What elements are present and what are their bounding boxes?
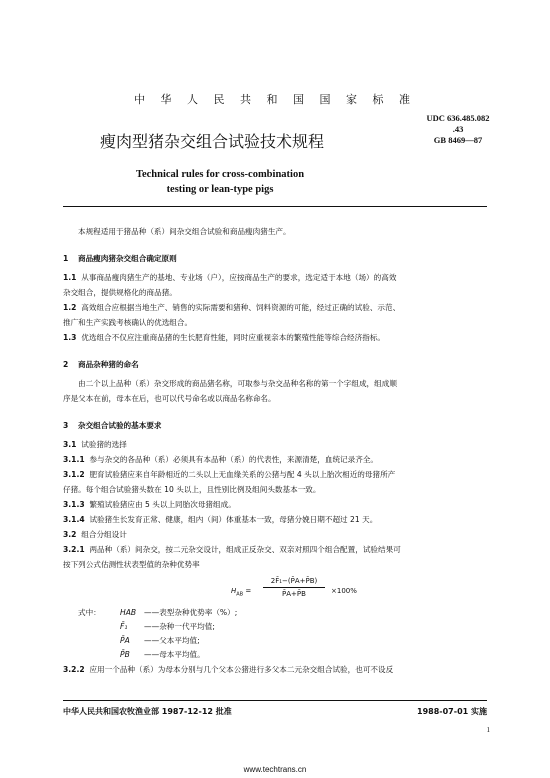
clause-3-1-2-cont: 仔猪。每个组合试验猪头数在 10 头以上，且性别比例及组间头数基本一致。	[63, 485, 321, 494]
formula-numerator: 2F̄₁−(P̄A+P̄B)	[270, 577, 318, 585]
definition-row: P̄B ——母本平均值。	[120, 650, 205, 659]
clause-1-3: 1.3 优选组合不仅应注重商品猪的生长肥育性能，同时应重视亲本的繁殖性能等综合经济指标。	[63, 333, 386, 342]
formula-lhs: $H_{AB}$ =	[231, 587, 252, 598]
document-body	[63, 224, 487, 677]
clause-1-1: 1.1 从事商品瘦肉猪生产的基地、专业场（户），应按商品生产的要求，选定适于本地（场）的高效	[63, 273, 397, 282]
definition-row: F̄₁ ——杂种一代平均值;	[120, 622, 215, 631]
formula-fraction	[263, 576, 325, 599]
clause-3-2-2: 3.2.2 应用一个品种（系）为母本分别与几个父本公猪进行多父本二元杂交组合试验，也可不设反	[63, 665, 394, 674]
heterosis-formula	[63, 574, 487, 606]
clause-3-2-1: 3.2.1 两品种（系）间杂交，按二元杂交设计，组成正反杂交、双亲对照四个组合配置，试验结果可	[63, 545, 401, 554]
formula-rhs: ×100%	[331, 587, 357, 595]
clause-3-1-2: 3.1.2 肥育试验猪应来自年龄相近的二头以上无血缘关系的公猪与配 4 头以上胎次相近的母猪所产	[63, 470, 396, 479]
udc-code-continued: .43	[452, 124, 464, 134]
title-english-line2: testing or lean-type pigs	[166, 184, 274, 195]
clause-3-2: 3.2 组合分组设计	[63, 530, 127, 539]
clause-3-2-1-cont: 按下列公式估测性状表型值的杂种优势率	[63, 560, 200, 569]
section-1-heading: 1 商品瘦肉猪杂交组合确定原则	[63, 254, 177, 263]
section-2-paragraph: 由二个以上品种（系）杂交形成的商品猪名称，可取参与杂交品种名称的第一个字组成，组成顺	[78, 379, 397, 388]
udc-code: UDC 636.485.082	[426, 113, 490, 123]
clause-1-1-cont: 杂交组合，提供规格化的商品猪。	[63, 288, 177, 297]
gb-code: GB 8469—87	[433, 135, 483, 145]
footer-rule	[63, 700, 487, 701]
section-3-heading: 3 杂交组合试验的基本要求	[63, 421, 162, 430]
clause-3-1-4: 3.1.4 试验猪生长发育正常、健康，组内（间）体重基本一致，母猪分娩日期不超过 21 天。	[63, 515, 378, 524]
section-2-heading: 2 商品杂种猪的命名	[63, 360, 139, 369]
footer	[63, 706, 487, 717]
title-english	[0, 167, 440, 197]
formula-definitions	[78, 606, 487, 662]
implementation-date: 1988-07-01 实施	[417, 707, 487, 716]
page-number: 1	[486, 726, 490, 734]
section-2-paragraph-cont: 序是父本在前，母本在后，也可以代号命名或以商品名称命名。	[63, 394, 276, 403]
approval-statement: 中华人民共和国农牧渔业部 1987-12-12 批准	[63, 707, 232, 716]
definition-row: P̄A ——父本平均值;	[120, 636, 200, 645]
clause-1-2: 1.2 高效组合应根据当地生产、销售的实际需要和猪种、饲料资源的可能，经过正确的试验、示范、	[63, 303, 401, 312]
clause-3-1: 3.1 试验猪的选择	[63, 440, 127, 449]
standard-org-heading: 中 华 人 民 共 和 国 国 家 标 准	[134, 93, 416, 106]
header-rule	[63, 206, 487, 207]
formula-denominator: P̄A+P̄B	[282, 590, 306, 598]
clause-3-1-1: 3.1.1 参与杂交的各品种（系）必须具有本品种（系）的代表性，来源清楚，血统记录齐全。	[63, 455, 379, 464]
clause-1-2-cont: 推广和生产实践考核确认的优选组合。	[63, 318, 193, 327]
definition-row: 式中： HAB ——表型杂种优势率（%）;	[78, 608, 238, 617]
title-chinese: 瘦肉型猪杂交组合试验技术规程	[99, 132, 324, 151]
source-website: www.techtrans.cn	[243, 765, 307, 774]
title-english-line1: Technical rules for cross-combination	[135, 169, 305, 180]
clause-3-1-3: 3.1.3 繁殖试验猪应由 5 头以上同胎次母猪组成。	[63, 500, 236, 509]
scope-paragraph: 本规程适用于猪品种（系）间杂交组合试验和商品瘦肉猪生产。	[78, 227, 291, 236]
